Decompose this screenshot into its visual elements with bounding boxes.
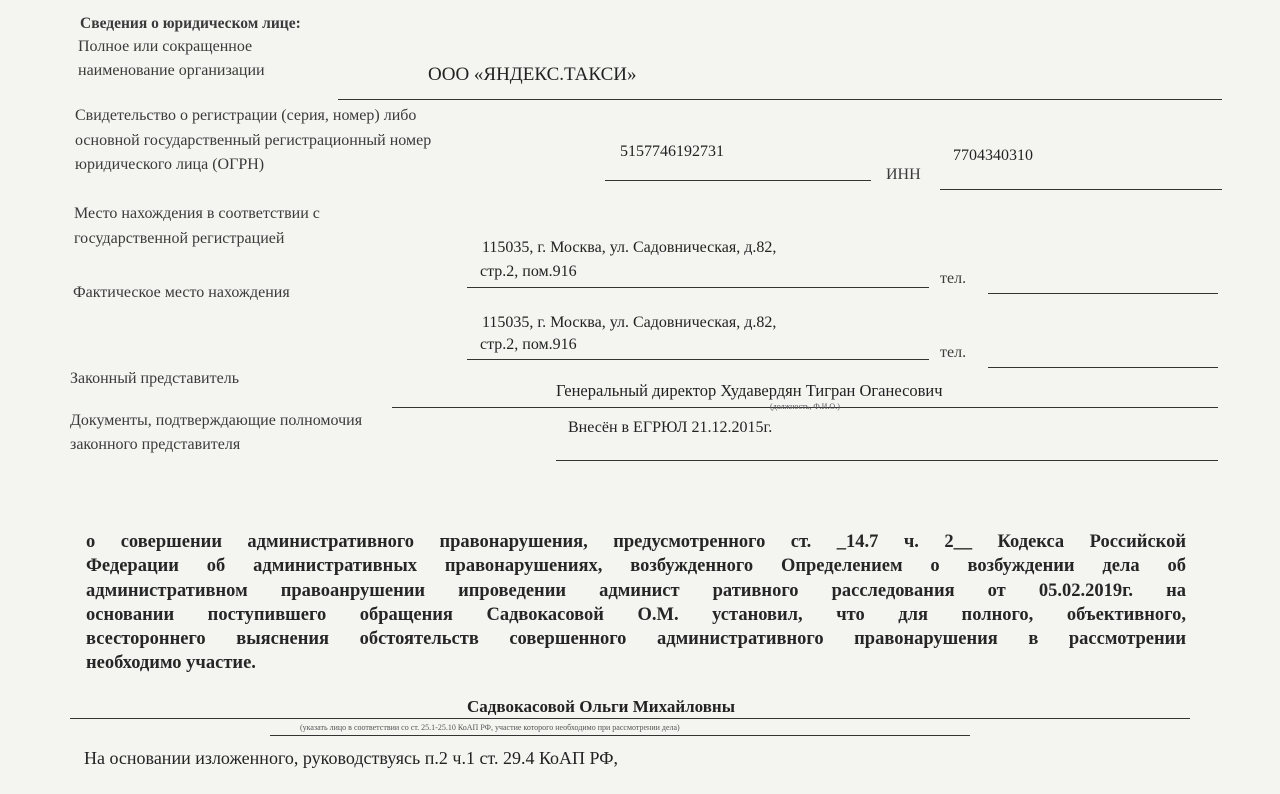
actual-address-underline — [467, 359, 929, 360]
closing-text: На основании изложенного, руководствуясь п.2 ч.1 ст. 29.4 КоАП РФ, — [84, 748, 618, 768]
documents-label-2: законного представителя — [70, 436, 241, 453]
participant-underline — [70, 718, 1190, 719]
representative-caption: (должность, Ф.И.О.) — [770, 402, 840, 411]
organization-name-underline — [338, 99, 1222, 100]
legal-address-tel-label: тел. — [940, 270, 967, 287]
inn-label: ИНН — [886, 166, 921, 183]
participant-caption: (указать лицо в соответствии со ст. 25.1-25.10 КоАП РФ, участие которого необходимо при рассмотрении дела) — [300, 723, 680, 732]
representative-label: Законный представитель — [70, 370, 239, 387]
documents-label-1: Документы, подтверждающие полномочия — [70, 412, 363, 429]
section-title: Сведения о юридическом лице: — [80, 15, 301, 32]
legal-address-label-2: государственной регистрацией — [74, 230, 285, 247]
paragraph-line: основании поступившего обращения Садвокасовой О.М. установил, что для полного, объективного, — [86, 604, 1186, 625]
organization-name: ООО «ЯНДЕКС.ТАКСИ» — [428, 64, 637, 85]
actual-address-label: Фактическое место нахождения — [73, 284, 290, 301]
paragraph-line: административном правоанрушении ипроведении админист ративного расследования от 05.02.2019г. на — [86, 580, 1186, 601]
inn-value: 7704340310 — [953, 147, 1033, 164]
ogrn-underline — [605, 180, 871, 181]
legal-address-tel-underline — [988, 293, 1218, 294]
paragraph-line: Федерации об административных правонарушениях, возбужденного Определением о возбуждении дела об — [86, 556, 1186, 577]
full-name-label-2: наименование организации — [78, 62, 265, 79]
full-name-label-1: Полное или сокращенное — [78, 38, 253, 55]
legal-address-value-line-2: стр.2, пом.916 — [480, 263, 577, 280]
ogrn-value: 5157746192731 — [620, 143, 724, 160]
registration-label-3: юридического лица (ОГРН) — [75, 156, 265, 173]
legal-address-underline — [467, 287, 929, 288]
actual-address-tel-label: тел. — [940, 344, 967, 361]
representative-value: Генеральный директор Худавердян Тигран Оганесович — [556, 381, 943, 400]
documents-value: Внесён в ЕГРЮЛ 21.12.2015г. — [568, 419, 773, 436]
paragraph-line: необходимо участие. — [86, 653, 256, 674]
registration-label-2: основной государственный регистрационный номер — [75, 132, 432, 149]
paragraph-line: о совершении административного правонарушения, предусмотренного ст. _14.7 ч. 2__ Кодекса Российской — [86, 532, 1186, 552]
actual-address-tel-underline — [988, 367, 1218, 368]
participant-caption-underline — [270, 735, 970, 736]
actual-address-value-line-1: 115035, г. Москва, ул. Садовническая, д.82, — [482, 314, 777, 331]
legal-address-value-line-1: 115035, г. Москва, ул. Садовническая, д.82, — [482, 239, 777, 256]
registration-label-1: Свидетельство о регистрации (серия, номер) либо — [75, 107, 417, 124]
participant-name: Садвокасовой Ольги Михайловны — [467, 697, 735, 716]
paragraph-line: всестороннего выяснения обстоятельств совершенного административного правонарушения в рассмотрении — [86, 629, 1186, 650]
body-paragraph — [86, 530, 1186, 676]
documents-underline — [556, 460, 1218, 461]
inn-underline — [940, 189, 1222, 190]
legal-address-label-1: Место нахождения в соответствии с — [74, 205, 320, 222]
actual-address-value-line-2: стр.2, пом.916 — [480, 336, 577, 353]
